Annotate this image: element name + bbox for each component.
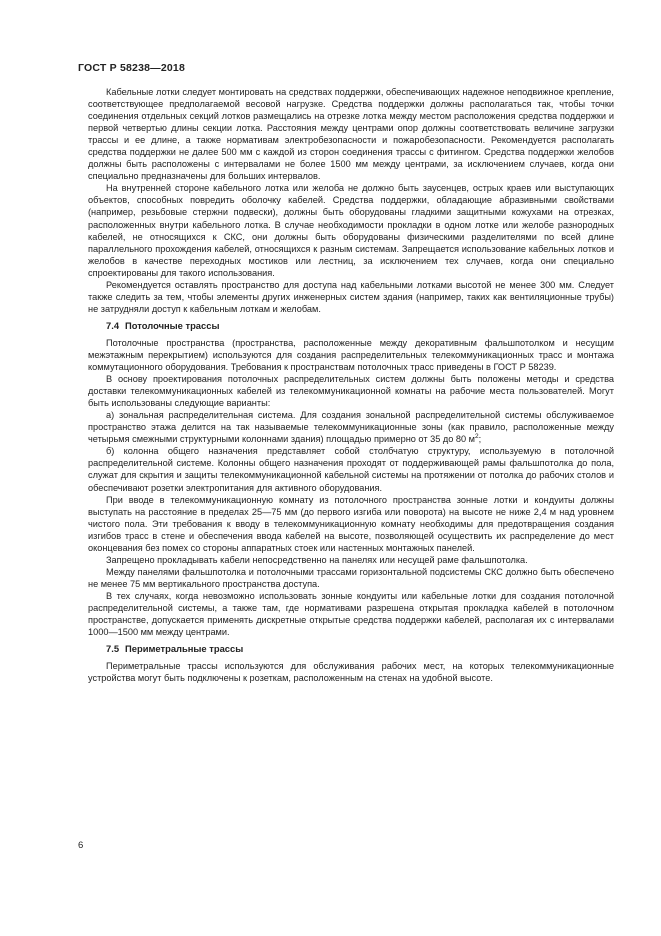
section-title: Потолочные трассы xyxy=(125,319,220,331)
paragraph: Рекомендуется оставлять пространство для доступа над кабельными лотками высотой не менее 300 мм. Следует также следить за тем, чтобы элементы других инженерных систем здания (например, таких как вентиляционные трубы) не затрудняли доступ к кабельным лоткам и желобам. xyxy=(88,279,614,314)
body-text xyxy=(88,86,614,684)
list-item-b: б) колонна общего назначения представляет собой столбчатую структуру, используемую в потолочной распределительной системе. Колонны общего назначения проходят от поддерживающей рамы фальшпотолка до пола, служат для скрытия и защиты телекоммуникационной кабельной системы на протяжении от потолка до рабочих столов и обеспечивают розетки электропитания для активного оборудования. xyxy=(88,446,614,493)
list-item-text: а) зональная распределительная система. Для создания зональной распределительной системы обслуживаемое пространство этажа делится на так называемые телекоммуникационные зоны (как правило, расположенные между четырьмя смежными структурными колоннами здания) площадью примерно от 35 до 80 м xyxy=(88,410,614,445)
page-number: 6 xyxy=(78,840,84,851)
section-number: 7.5 xyxy=(106,643,120,655)
paragraph: В основу проектирования потолочных распределительных систем должны быть положены методы и средства доставки телекоммуникационных кабелей из телекоммуникационной комнаты на рабочие места пользователей. Могут быть использованы следующие варианты: xyxy=(88,374,614,409)
section-title: Периметральные трассы xyxy=(125,643,244,655)
paragraph: Между панелями фальшпотолка и потолочными трассами горизонтальной подсистемы СКС должно быть обеспечено не менее 75 мм вертикального пространства доступа. xyxy=(88,566,614,589)
list-item-a xyxy=(88,409,614,445)
paragraph: На внутренней стороне кабельного лотка или желоба не должно быть заусенцев, острых краев или выступающих объектов, способных повредить оболочку кабелей. Средства поддержки, обладающие абразивными свойствами (например, резьбовые стержни подвески), должны быть оборудованы гладкими защитными кожухами на отрезках, расположенных внутри кабельного лотка. В случае необходимости прокладки в одном лотке или желобе разнородных кабелей, не относящихся к СКС, они должны быть оборудованы физическими разделителями по всей длине параллельного прохождения кабелей, относящихся к разным системам. Запрещается использование кабельных лотков и желобов в качестве переходных мостиков или лестниц, за исключением тех случаев, когда они специально спроектированы для такого использования. xyxy=(88,183,614,278)
list-item-tail: ; xyxy=(478,434,482,445)
paragraph: При вводе в телекоммуникационную комнату из потолочного пространства зонные лотки и кондуиты должны выступать на расстояние в пределах 25—75 мм (до первого изгиба или поворота) на высоте не ниже 2,4 м над уровнем чистого пола. Эти требования к вводу в телекоммуникационную комнату необходимы для предотвращения создания изгибов трасс в стене и обеспечения ввода кабелей на высоте, позволяющей осуществить их распределение до мест оконцевания без помех со стороны аппаратных стоек или настенных монтажных панелей. xyxy=(88,494,614,553)
paragraph: Запрещено прокладывать кабели непосредственно на панелях или несущей раме фальшпотолка. xyxy=(106,554,528,565)
superscript: 2 xyxy=(474,433,479,441)
paragraph: Периметральные трассы используются для обслуживания рабочих мест, на которых телекоммуникационные устройства могут быть подключены к розеткам, расположенным на стенах на удобной высоте. xyxy=(88,661,614,684)
paragraph: Кабельные лотки следует монтировать на средствах поддержки, обеспечивающих надежное неподвижное крепление, соответствующее предполагаемой весовой нагрузке. Средства поддержки должны располагаться так, чтобы точки соединения отдельных секций лотков размещались на отрезке лотка между местом расположения средства поддержки и первой четвертью длины секции лотка. Расстояния между центрами опор должны соответствовать величине загрузки трассы и ее длине, а также нормативам электробезопасности и пожаробезопасности. Рекомендуется располагать средства поддержки не далее 500 мм с каждой из сторон соединения трассы с фитингом. Средства поддержки желобов должны быть расположены с интервалами не более 1500 мм между центрами, за исключением случаев, когда они специально предназначены для больших интервалов. xyxy=(88,87,614,182)
paragraph: Потолочные пространства (пространства, расположенные между декоративным фальшпотолком и несущим межэтажным перекрытием) используются для создания распределительных телекоммуникационных трасс и монтажа коммутационного оборудования. Требования к пространствам потолочных трасс приведены в ГОСТ Р 58239. xyxy=(88,337,614,373)
section-heading-7-4 xyxy=(88,320,614,332)
document-header: ГОСТ Р 58238—2018 xyxy=(78,62,186,74)
section-heading-7-5 xyxy=(88,643,614,655)
paragraph: В тех случаях, когда невозможно использовать зонные кондуиты или кабельные лотки для создания потолочной распределительной системы, а также там, где нормативами разрешена открытая прокладка кабелей в потолочном пространстве, допускается применять дискретные открытые средства поддержки кабелей, располагая их с интервалами 1000—1500 мм между центрами. xyxy=(88,590,614,638)
section-number: 7.4 xyxy=(106,319,120,331)
